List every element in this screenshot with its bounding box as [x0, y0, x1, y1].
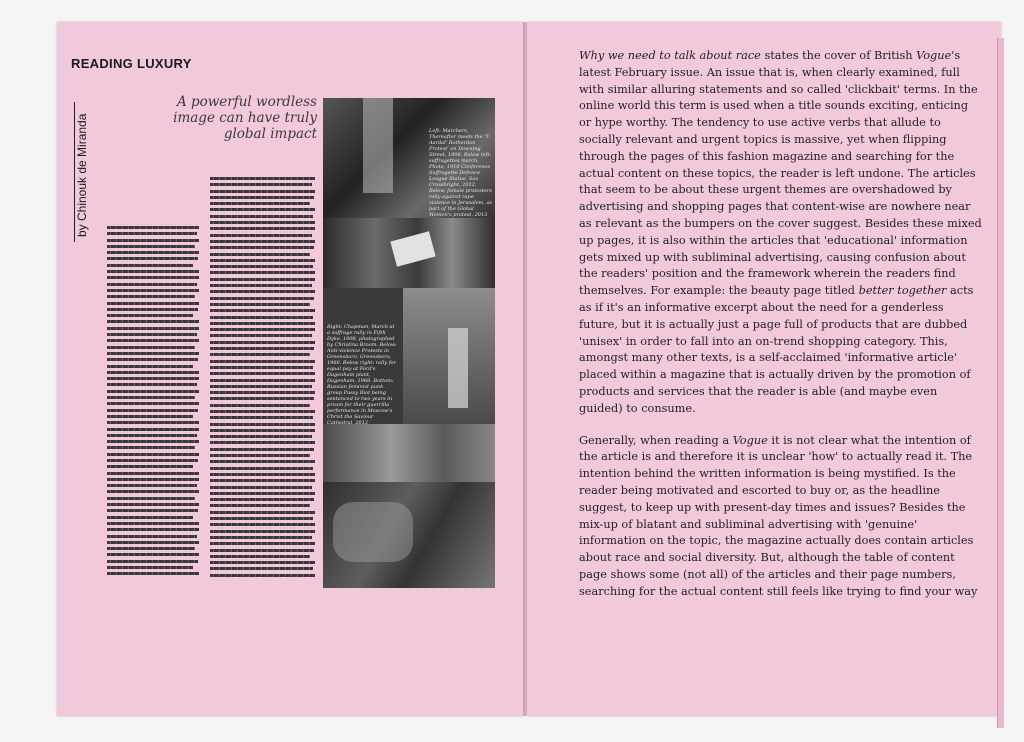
- redacted-line: [210, 379, 315, 382]
- redacted-line: [210, 385, 312, 388]
- redacted-line: [107, 428, 199, 431]
- redacted-line: [107, 497, 195, 500]
- author-byline: by Chinouk de Miranda: [75, 113, 89, 237]
- article-body: [579, 48, 983, 616]
- redacted-line: [210, 341, 315, 344]
- redacted-line: [107, 528, 199, 531]
- redacted-line: [210, 448, 314, 451]
- redacted-line: [107, 232, 197, 235]
- redacted-line: [107, 346, 195, 349]
- redacted-line: [107, 251, 199, 254]
- redacted-line: [107, 270, 199, 273]
- italic-text-run: Vogue: [916, 49, 952, 62]
- redacted-line: [107, 396, 195, 399]
- redacted-line: [210, 567, 313, 570]
- redacted-line: [107, 257, 198, 260]
- redacted-line: [210, 479, 315, 482]
- redacted-line: [107, 358, 198, 361]
- section-header: READING LUXURY: [71, 56, 192, 71]
- redacted-line: [210, 429, 315, 432]
- redacted-line: [107, 547, 195, 550]
- redacted-line: [107, 339, 199, 342]
- redacted-line: [210, 467, 313, 470]
- photo-suffrage-march: [323, 98, 495, 218]
- redacted-line: [107, 245, 195, 248]
- redacted-line: [210, 271, 315, 274]
- redacted-line: [107, 522, 199, 525]
- redacted-line: [107, 371, 199, 374]
- redacted-line: [210, 303, 310, 306]
- redacted-line: [107, 453, 199, 456]
- redacted-line: [210, 246, 314, 249]
- redacted-line: [107, 320, 199, 323]
- left-page: [57, 22, 524, 716]
- redacted-line: [107, 459, 198, 462]
- redacted-line: [210, 536, 312, 539]
- page-edges: [997, 38, 1004, 728]
- redacted-line: [107, 465, 193, 468]
- redacted-line: [210, 234, 312, 237]
- photo-caption: Left: Marchers, Thereafter meets the 'T-Aardal' Rotherdon Protest' on Downing Street, 1906. Below left: suffragettes march, Photo, 1910 Conference Suffragette Defence League Statue, Sax Crossbright, 2012. Below, female protesters rally against rape violence in Jerusalem, as part of the Global Women's protest, 2013: [429, 128, 493, 218]
- redacted-line: [210, 316, 313, 319]
- redacted-line: [210, 561, 315, 564]
- redacted-line: [210, 391, 315, 394]
- redacted-line: [107, 516, 193, 519]
- redacted-line: [107, 503, 199, 506]
- redacted-line: [210, 278, 315, 281]
- italic-text-run: better together: [858, 284, 947, 298]
- redacted-line: [210, 454, 310, 457]
- redacted-line: [210, 290, 315, 293]
- pull-quote: A powerful wordless image can have truly global impact: [173, 94, 317, 142]
- text-run: states the cover of British: [760, 49, 917, 62]
- redacted-line: [210, 284, 312, 287]
- redacted-line: [107, 572, 199, 575]
- redacted-line: [210, 297, 314, 300]
- redacted-line: [107, 535, 197, 538]
- redacted-line: [210, 473, 315, 476]
- redacted-line: [107, 333, 197, 336]
- redacted-line: [210, 498, 314, 501]
- redacted-line: [210, 196, 314, 199]
- redacted-line: [210, 555, 310, 558]
- redacted-line: [107, 478, 199, 481]
- redacted-line: [210, 328, 315, 331]
- redacted-line: [210, 190, 315, 193]
- redacted-line: [107, 327, 199, 330]
- redacted-text-column-right: [210, 177, 315, 580]
- redacted-line: [107, 283, 197, 286]
- redacted-line: [210, 202, 310, 205]
- redacted-line: [210, 549, 314, 552]
- photo-caption-right: Right: Chapman, March at a suffrage rally in Fifth Dyke, 1908, photographed by Christina Broom. Below: Anti-violence Protests in Greensboro, Greensboro, 1960. Below right: rally for equal pay at Ford's Dagenham plant, Dagenham, 1968. Bottom: Russian feminist punk group Pussy Riot being sentenced to two years in prison for their guerrilla performance in Moscow's Christ the Saviour Cathedral, 2012: [327, 324, 397, 424]
- redacted-line: [107, 484, 197, 487]
- redacted-line: [107, 541, 199, 544]
- redacted-line: [210, 347, 314, 350]
- text-run: acts as if it's an informative excerpt about the need for a genderless future, but it is actually just a page full of products that are dubbed 'unisex' in order to fall into an on-trend shopping category. This, amongst many other texts, is a self-acclaimed 'informative article' placed within a magazine that is actually driven by the promotion of products and services that the reader is able (and maybe even guided) to consume.: [579, 284, 974, 415]
- redacted-line: [107, 352, 199, 355]
- redacted-line: [210, 504, 310, 507]
- redacted-line: [210, 360, 315, 363]
- redacted-line: [210, 492, 315, 495]
- redacted-line: [210, 227, 315, 230]
- redacted-line: [107, 314, 193, 317]
- redacted-line: [210, 366, 313, 369]
- magazine-spread: [57, 22, 1001, 716]
- body-paragraph-2: [579, 433, 983, 601]
- redacted-line: [210, 530, 315, 533]
- redacted-line: [210, 441, 315, 444]
- redacted-line: [210, 460, 315, 463]
- redacted-line: [210, 404, 310, 407]
- redacted-line: [210, 253, 310, 256]
- redacted-line: [107, 421, 199, 424]
- redacted-line: [210, 259, 315, 262]
- redacted-line: [210, 523, 315, 526]
- photo-equal-pay: [323, 482, 495, 588]
- redacted-line: [107, 390, 199, 393]
- redacted-line: [210, 435, 312, 438]
- redacted-line: [210, 353, 310, 356]
- redacted-line: [210, 334, 312, 337]
- redacted-line: [107, 365, 193, 368]
- redacted-line: [210, 517, 313, 520]
- redacted-line: [107, 402, 199, 405]
- redacted-line: [210, 240, 315, 243]
- redacted-line: [107, 226, 199, 229]
- redacted-line: [107, 377, 199, 380]
- redacted-line: [210, 574, 315, 577]
- redacted-line: [210, 309, 315, 312]
- redacted-line: [210, 208, 315, 211]
- redacted-line: [107, 509, 198, 512]
- redacted-line: [107, 239, 199, 242]
- redacted-line: [107, 440, 199, 443]
- photo-women-march: [323, 288, 495, 424]
- redacted-line: [210, 372, 315, 375]
- right-page: [527, 22, 1001, 716]
- redacted-text-column-left: [107, 226, 199, 579]
- redacted-line: [107, 295, 195, 298]
- redacted-line: [107, 289, 199, 292]
- body-paragraph-1: [579, 48, 983, 418]
- text-run: 's latest February issue. An issue that is, when clearly examined, full with similar alluring statements and so called 'clickbait' terms. In the online world this term is used when a title sounds exciting, enticing or hype worthy. The tendency to use active verbs that allude to socially relevant and urgent topics is massive, yet when flipping through the pages of this fashion magazine and searching for the actual content on these topics, the reader is left undone. The articles that seem to be about these urgent themes are overshadowed by advertising and shopping pages that content-wise are nowhere near as relevant as the bumpers on the cover suggest. Besides these mixed up pages, it is also within the articles that 'educational' information gets mixed up with subliminal advertising, causing confusion about the readers' position and the framework wherein the readers find themselves. For example: the beauty page titled: [579, 49, 982, 298]
- redacted-line: [210, 423, 315, 426]
- redacted-line: [210, 511, 315, 514]
- redacted-line: [107, 446, 195, 449]
- redacted-line: [107, 264, 193, 267]
- italic-text-run: Why we need to talk about race: [579, 49, 761, 62]
- text-run: Generally, when reading a: [579, 433, 733, 447]
- redacted-line: [107, 490, 199, 493]
- redacted-line: [210, 397, 314, 400]
- photo-sit-in: [323, 424, 495, 482]
- redacted-line: [107, 553, 199, 556]
- redacted-line: [210, 265, 313, 268]
- redacted-line: [210, 322, 315, 325]
- redacted-line: [107, 302, 199, 305]
- redacted-line: [210, 183, 312, 186]
- redacted-line: [210, 177, 315, 180]
- redacted-line: [107, 434, 197, 437]
- photo-protest-crowd: [323, 218, 495, 288]
- redacted-line: [210, 542, 315, 545]
- redacted-line: [210, 416, 313, 419]
- text-run: it is not clear what the intention of the article is and therefore it is unclear 'how' to actually read it. The intention behind the written information is being mystified. Is the reader being motivated and escorted to buy or, as the headline suggest, to keep up with present-day times and issues? Besides the mix-up of blatant and subliminal advertising with 'genuine' information on the topic, the magazine actually does contain articles about race and social diversity. But, although the table of content page shows some (not all) of the articles and their page numbers, searching for the actual content still feels like trying to find your way: [579, 433, 978, 598]
- redacted-line: [107, 383, 197, 386]
- redacted-line: [210, 215, 313, 218]
- redacted-line: [107, 276, 199, 279]
- redacted-line: [107, 560, 198, 563]
- redacted-line: [210, 410, 315, 413]
- redacted-line: [107, 472, 199, 475]
- redacted-line: [107, 308, 198, 311]
- redacted-line: [107, 409, 198, 412]
- redacted-line: [210, 221, 315, 224]
- italic-text-run: Vogue: [732, 433, 768, 447]
- redacted-line: [107, 566, 193, 569]
- redacted-line: [210, 486, 312, 489]
- redacted-line: [107, 415, 193, 418]
